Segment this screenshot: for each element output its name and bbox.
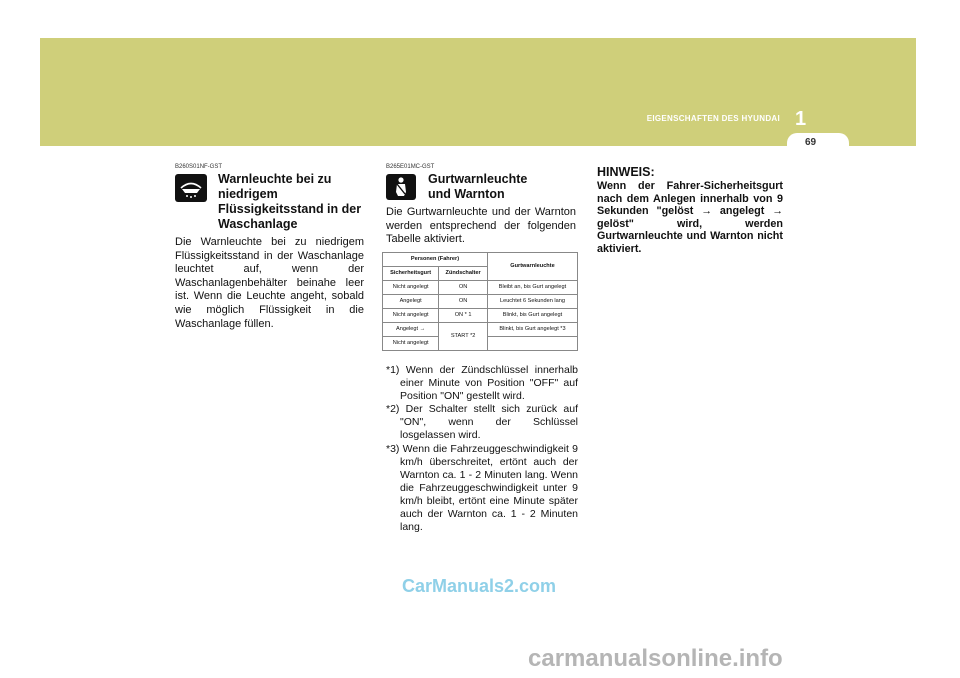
table-row bbox=[383, 323, 578, 337]
heading-line: Flüssigkeitsstand in der bbox=[218, 202, 362, 216]
table-cell: START *2 bbox=[439, 323, 488, 351]
hinweis-note bbox=[597, 165, 783, 256]
footnote: *3) Wenn die Fahrzeuggeschwindigkeit 9 km/h überschreitet, ertönt auch der Warnton ca. 1 - 2 Minuten lang. Wenn die Fahrzeuggeschwindigkeit unter 9 km/h bleibt, ertönt eine Minute später auch der Warnton ca. 1 - 2 Minuten lang. bbox=[386, 442, 578, 534]
table-row bbox=[383, 295, 578, 309]
heading-line: Warnleuchte bei zu bbox=[218, 172, 332, 186]
hinweis-body: Wenn der Fahrer-Sicherheitsgurt nach dem Anlegen innerhalb von 9 Sekunden "gelöst → angelegt → gelöst" wird, werden Gurtwarnleuchte und Warnton nicht aktiviert. bbox=[597, 180, 783, 255]
table-cell: Nicht angelegt bbox=[383, 281, 439, 295]
washer-fluid-icon bbox=[175, 174, 207, 202]
footnote: *2) Der Schalter stellt sich zurück auf "ON", wenn der Schlüssel losgelassen wird. bbox=[386, 403, 578, 442]
chapter-number: 1 bbox=[795, 108, 807, 130]
heading-line: Gurtwarnleuchte bbox=[428, 172, 528, 186]
page-number-tab bbox=[787, 133, 849, 153]
table-col-ignition: Zündschalter bbox=[439, 267, 488, 281]
table-cell: Angelegt bbox=[383, 295, 439, 309]
seatbelt-intro: Die Gurtwarnleuchte und der Warnton werden entsprechend der folgenden Tabelle aktiviert. bbox=[386, 206, 576, 246]
table-cell: ON bbox=[439, 295, 488, 309]
table-cell: Angelegt → bbox=[383, 323, 439, 337]
table-cell: Blinkt, bis Gurt angelegt bbox=[487, 309, 577, 323]
watermark-carmanuals2[interactable]: CarManuals2.com bbox=[402, 576, 557, 596]
table-col-belt: Sicherheitsgurt bbox=[383, 267, 439, 281]
hinweis-title: HINWEIS: bbox=[597, 165, 655, 179]
section-code: B265E01MC-GST bbox=[386, 164, 435, 170]
table-cell: Blinkt, bis Gurt angelegt *3 bbox=[487, 323, 577, 337]
heading-line: niedrigem bbox=[218, 187, 278, 201]
table-col-light: Gurtwarnleuchte bbox=[487, 253, 577, 281]
table-group-header: Personen (Fahrer) bbox=[383, 253, 488, 267]
footnote: *1) Wenn der Zündschlüssel innerhalb einer Minute von Position "OFF" auf Position "ON" gestellt wird. bbox=[386, 364, 578, 403]
header-band bbox=[40, 38, 916, 146]
table-cell: ON * 1 bbox=[439, 309, 488, 323]
table-cell: Nicht angelegt bbox=[383, 309, 439, 323]
section-code: B260S01NF-GST bbox=[175, 164, 223, 170]
page-number: 69 bbox=[805, 137, 817, 148]
table-cell: ON bbox=[439, 281, 488, 295]
table-cell: Bleibt an, bis Gurt angelegt bbox=[487, 281, 577, 295]
heading-line: Waschanlage bbox=[218, 217, 298, 231]
washer-warning-body: Die Warnleuchte bei zu niedrigem Flüssigkeitsstand in der Waschanlage leuchtet auf, wenn der Waschanlagenbehälter beinahe leer ist. Wenn die Leuchte angeht, sobald wie möglich Flüssigkeit in die Waschanlage füllen. bbox=[175, 236, 364, 330]
table-row bbox=[383, 309, 578, 323]
watermark-carmanualsonline: carmanualsonline.info bbox=[528, 645, 783, 672]
section-title: EIGENSCHAFTEN DES HYUNDAI bbox=[646, 114, 780, 123]
seatbelt-table bbox=[382, 252, 578, 351]
seatbelt-heading bbox=[428, 172, 568, 202]
table-cell: Nicht angelegt bbox=[383, 337, 439, 351]
table-cell-empty bbox=[487, 337, 577, 351]
seatbelt-icon bbox=[386, 174, 416, 200]
table-row bbox=[383, 281, 578, 295]
heading-line: und Warnton bbox=[428, 187, 505, 201]
footnotes bbox=[386, 364, 578, 534]
table-cell: Leuchtet 6 Sekunden lang bbox=[487, 295, 577, 309]
washer-warning-heading bbox=[218, 172, 378, 232]
